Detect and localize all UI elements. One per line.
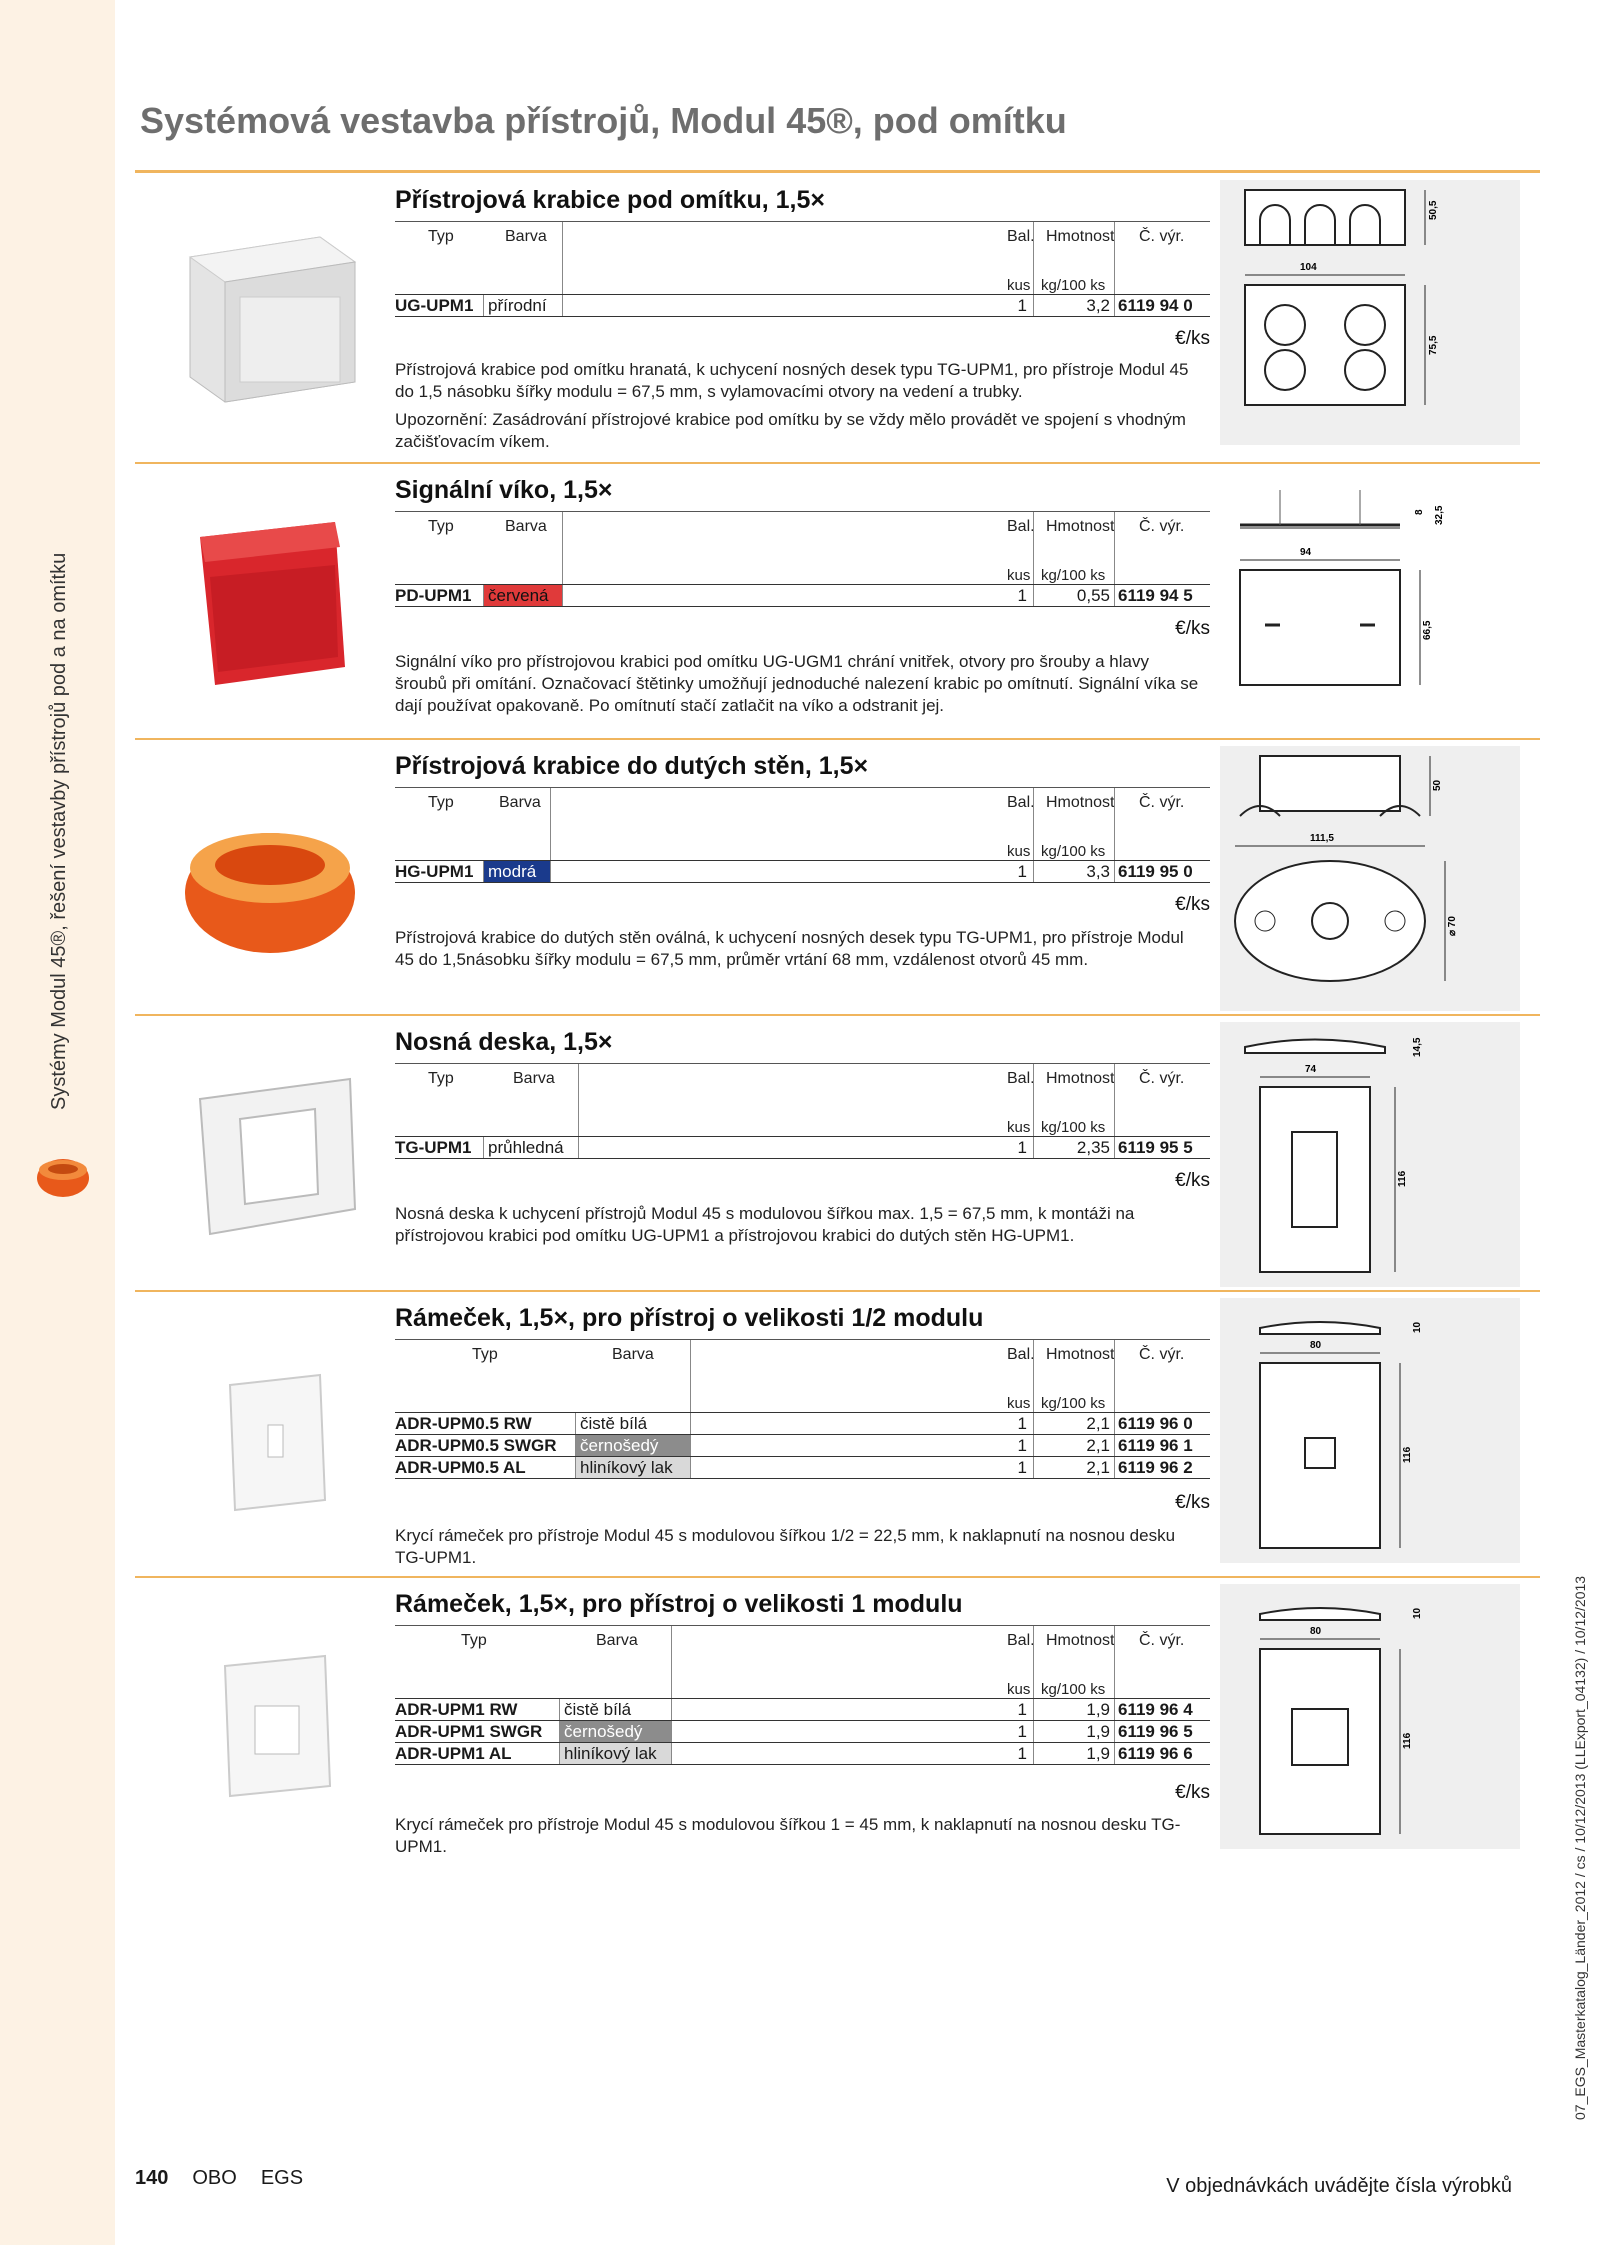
technical-drawing: [1220, 180, 1520, 445]
box-drawing-icon: [1220, 180, 1520, 445]
description: Krycí rámeček pro přístroje Modul 45 s modulovou šířkou 1/2 = 22,5 mm, k naklapnutí na nosnou desku TG-UPM1.: [395, 1526, 1176, 1567]
table-row: UG-UPM1 přírodní 1 3,2 6119 94 0: [395, 294, 1210, 317]
section-pd-upm1: [135, 462, 1540, 738]
plate-photo-icon: [170, 1059, 370, 1249]
table-row: ADR-UPM1 RW čistě bílá 1 1,9 6119 96 4: [395, 1698, 1210, 1720]
brand: OBO: [192, 2167, 237, 2189]
note: Upozornění: Zasádrování přístrojové krabice pod omítku by se vždy mělo provádět ve spojení s vhodným začišťovacím víkem.: [395, 410, 1186, 451]
table-row: HG-UPM1 modrá 1 3,3 6119 95 0: [395, 860, 1210, 883]
table-row: PD-UPM1 červená 1 0,55 6119 94 5: [395, 584, 1210, 607]
table-row: ADR-UPM1 AL hliníkový lak 1 1,9 6119 96 6: [395, 1742, 1210, 1765]
footer-left: [135, 2167, 327, 2190]
svg-text:104: 104: [1300, 262, 1317, 273]
unit-kg: kg/100 ks: [1041, 277, 1106, 294]
section-adr-upm05: [135, 1290, 1540, 1576]
description: Nosná deska k uchycení přístrojů Modul 45 s modulovou šířkou max. 1,5 = 67,5 mm, k montáži na přístrojovou krabici pod omítku UG-UPM1 a přístrojovou krabici do dutých stěn HG-UPM1.: [395, 1204, 1135, 1245]
technical-drawing: [1220, 1298, 1520, 1563]
table-header: Typ Barva Bal. Hmotnost Č. výr. kus kg/100 ks: [395, 1625, 1210, 1698]
svg-text:80: 80: [1310, 1626, 1322, 1637]
section-hg-upm1: [135, 738, 1540, 1014]
price-unit: €/ks: [1175, 618, 1210, 639]
plate-drawing-icon: [1220, 1022, 1520, 1287]
technical-drawing: [1220, 1022, 1520, 1287]
table-header: Typ Barva Bal. Hmotnost Č. výr. kus kg/100 ks: [395, 511, 1210, 584]
svg-text:32,5: 32,5: [1434, 505, 1445, 525]
price-unit: €/ks: [1175, 1170, 1210, 1191]
svg-text:80: 80: [1310, 1340, 1322, 1351]
svg-text:116: 116: [1397, 1170, 1408, 1187]
svg-text:116: 116: [1402, 1732, 1413, 1749]
svg-text:14,5: 14,5: [1412, 1037, 1423, 1057]
description: Přístrojová krabice pod omítku hranatá, k uchycení nosných desek typu TG-UPM1, pro přístroje Modul 45 do 1,5 násobku šířky modulu = 67,5 mm, s vylamovacími otvory na vedení a trubky.: [395, 360, 1189, 401]
product-title: Přístrojová krabice do dutých stěn, 1,5×: [395, 752, 869, 780]
table-header: Typ Barva Bal. Hmotnost Č. výr. kus kg/100 ks: [395, 1339, 1210, 1412]
price-unit: €/ks: [1175, 1782, 1210, 1803]
table-row: ADR-UPM0.5 AL hliníkový lak 1 2,1 6119 96 2: [395, 1456, 1210, 1479]
product-photo: [145, 192, 395, 432]
table-row: ADR-UPM0.5 RW čistě bílá 1 2,1 6119 96 0: [395, 1412, 1210, 1434]
technical-drawing: [1220, 470, 1520, 735]
description: Signální víko pro přístrojovou krabici pod omítku UG-UGM1 chrání vnitřek, otvory pro šrouby a hlavy šroubů při omítání. Označovací štětinky umožňují jednoduché nalezení krabic po omítnutí. Signální víka se dají používat opakovaně. Po omítnutí stačí zatlačit na víko a odstranit jej.: [395, 652, 1199, 715]
table-header: Typ Barva Bal. Hmotnost Č. výr. kus kg/100 ks: [395, 1063, 1210, 1136]
section-tg-upm1: [135, 1014, 1540, 1290]
product-table: [395, 1339, 1210, 1479]
section-body: [395, 738, 1210, 1014]
product-table: [395, 1625, 1210, 1765]
product-title: Signální víko, 1,5×: [395, 476, 613, 504]
price-unit: €/ks: [1175, 1492, 1210, 1513]
table-row: TG-UPM1 průhledná 1 2,35 6119 95 5: [395, 1136, 1210, 1159]
division: EGS: [260, 2167, 304, 2189]
frame-full-photo-icon: [170, 1621, 370, 1811]
section-body: [395, 1290, 1210, 1576]
section-ug-upm1: [135, 172, 1540, 462]
product-photo: [145, 1034, 395, 1274]
product-title: Rámeček, 1,5×, pro přístroj o velikosti 1/2 modulu: [395, 1304, 984, 1332]
catalog-meta: 07_EGS_Masterkatalog_Länder_2012 / cs / 10/12/2013 (LLExport_04132) / 10/12/2013: [1572, 1575, 1588, 2120]
table-header: Typ Barva Bal. Hmotnost Č. výr. kus kg/100 ks: [395, 787, 1210, 860]
section-body: [395, 462, 1210, 738]
sidebar: [0, 0, 115, 2245]
svg-text:116: 116: [1402, 1446, 1413, 1463]
svg-text:75,5: 75,5: [1428, 335, 1439, 355]
table-row: ADR-UPM1 SWGR černošedý 1 1,9 6119 96 5: [395, 1720, 1210, 1742]
svg-text:66,5: 66,5: [1422, 620, 1433, 640]
product-table: [395, 1063, 1210, 1159]
product-title: Rámeček, 1,5×, pro přístroj o velikosti 1 modulu: [395, 1590, 963, 1618]
product-photo: [145, 482, 395, 722]
unit-kus: kus: [1007, 277, 1031, 294]
frame-half-photo-icon: [170, 1335, 370, 1525]
product-photo: [145, 1596, 395, 1836]
col-bal: Bal.: [1007, 228, 1035, 245]
page-number: 140: [135, 2167, 169, 2189]
product-photo: [145, 758, 395, 998]
svg-text:50,5: 50,5: [1428, 200, 1439, 220]
col-typ: Typ: [428, 228, 454, 245]
svg-text:94: 94: [1300, 547, 1312, 558]
hollow-box-photo-icon: [170, 783, 370, 973]
svg-text:111,5: 111,5: [1310, 833, 1334, 844]
product-ball-icon: [34, 1148, 92, 1200]
table-header: [395, 221, 1210, 294]
hollow-box-drawing-icon: [1220, 746, 1520, 1011]
product-table: [395, 511, 1210, 607]
product-photo: [145, 1310, 395, 1550]
svg-text:74: 74: [1305, 1064, 1317, 1075]
side-title: Systémy Modul 45®, řešení vestavby přístrojů pod a na omítku: [48, 552, 70, 1110]
description: Přístrojová krabice do dutých stěn oválná, k uchycení nosných desek typu TG-UPM1, pro přístroje Modul 45 do 1,5násobku šířky modulu = 67,5 mm, průměr vrtání 68 mm, vzdálenost otvorů 45 mm.: [395, 928, 1184, 969]
col-hmotnost: Hmotnost: [1046, 228, 1115, 245]
product-title: Nosná deska, 1,5×: [395, 1028, 613, 1056]
section-body: [395, 1014, 1210, 1290]
product-table: [395, 221, 1210, 317]
svg-text:50: 50: [1432, 779, 1443, 791]
frame-half-drawing-icon: [1220, 1298, 1520, 1563]
box-photo-icon: [170, 217, 370, 407]
col-cvyr: Č. výr.: [1139, 228, 1185, 245]
section-body: [395, 1576, 1210, 1866]
section-body: [395, 172, 1210, 462]
technical-drawing: [1220, 1584, 1520, 1849]
svg-text:10: 10: [1412, 1321, 1423, 1333]
frame-full-drawing-icon: [1220, 1584, 1520, 1849]
svg-text:8: 8: [1414, 509, 1425, 515]
price-unit: €/ks: [1175, 328, 1210, 349]
footer-note: V objednávkách uvádějte čísla výrobků: [1166, 2175, 1512, 2197]
svg-text:10: 10: [1412, 1607, 1423, 1619]
section-adr-upm1: [135, 1576, 1540, 1866]
product-title: Přístrojová krabice pod omítku, 1,5×: [395, 186, 826, 214]
table-row: ADR-UPM0.5 SWGR černošedý 1 2,1 6119 96 1: [395, 1434, 1210, 1456]
col-barva: Barva: [505, 228, 547, 245]
description: Krycí rámeček pro přístroje Modul 45 s modulovou šířkou 1 = 45 mm, k naklapnutí na nosnou desku TG-UPM1.: [395, 1815, 1181, 1856]
svg-text:⌀ 70: ⌀ 70: [1447, 916, 1458, 936]
price-unit: €/ks: [1175, 894, 1210, 915]
lid-drawing-icon: [1220, 470, 1520, 735]
lid-photo-icon: [170, 507, 370, 697]
product-table: [395, 787, 1210, 883]
page-title: Systémová vestavba přístrojů, Modul 45®, pod omítku: [140, 100, 1067, 141]
technical-drawing: [1220, 746, 1520, 1011]
